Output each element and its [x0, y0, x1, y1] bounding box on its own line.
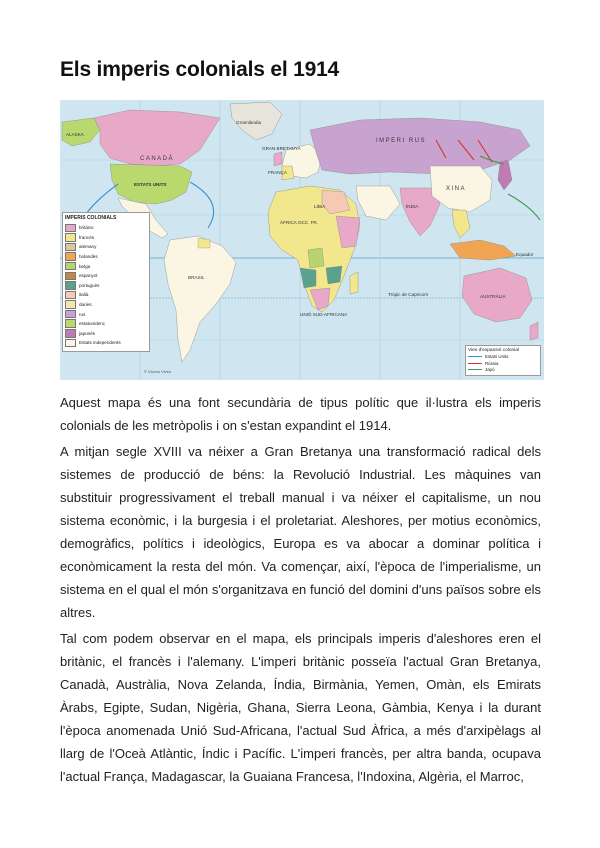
legend-item [65, 300, 147, 310]
route-arrow-icon [468, 369, 482, 370]
legend-swatch [65, 319, 76, 328]
routes-legend-title: Vies d'expansió colonial [468, 347, 519, 353]
label-australia: AUSTRÀLIA [480, 294, 506, 299]
legend-label: italià [79, 292, 89, 298]
label-brasil: BRASIL [188, 275, 205, 280]
legend-item [65, 329, 147, 339]
label-libia: LÍBIA [314, 204, 326, 209]
legend-item [65, 252, 147, 262]
legend-item [65, 290, 147, 300]
legend-item [65, 261, 147, 271]
legend-swatch [65, 291, 76, 300]
label-equador: Equador [516, 252, 534, 257]
legend-label: belga [79, 263, 91, 269]
legend-swatch [65, 272, 76, 281]
route-arrow-icon [468, 356, 482, 357]
route-label: Rússia [485, 360, 499, 366]
legend-label: portuguès [79, 282, 100, 288]
legend-item [65, 271, 147, 281]
legend-item [65, 338, 147, 348]
legend-item [65, 233, 147, 243]
colonial-empires-map [60, 100, 544, 380]
legend-item [65, 223, 147, 233]
legend-label: japonès [79, 330, 96, 336]
legend-label: estatunidenc [79, 321, 106, 327]
label-canada: CANADÀ [140, 156, 175, 162]
legend-label: alemany [79, 244, 97, 250]
legend-swatch [65, 310, 76, 319]
legend-swatch [65, 262, 76, 271]
legend-label: Estats independents [79, 340, 121, 346]
legend-label: francès [79, 234, 95, 240]
label-xina: XINA [446, 186, 467, 192]
route-label: Japó [485, 367, 495, 373]
legend-label: britànic [79, 225, 94, 231]
legend-item [65, 281, 147, 291]
legend-swatch [65, 233, 76, 242]
legend-swatch [65, 224, 76, 233]
legend-label: danès [79, 302, 92, 308]
label-india: ÍNDIA [406, 204, 419, 209]
legend-swatch [65, 281, 76, 290]
page-title: Els imperis colonials el 1914 [60, 58, 340, 81]
legend-swatch [65, 329, 76, 338]
legend-swatch [65, 252, 76, 261]
map-credit: © Vicens Vives [144, 369, 171, 374]
label-franca: FRANÇA [268, 170, 287, 175]
paragraph-3: Tal com podem observar en el mapa, els principals imperis d'aleshores eren el britànic, el francès i l'alemany. L'imperi britànic posseïa l'actual Gran Bretanya, Canadà, Austràlia, Nova Zelanda, Índia, Birmània, Yemen, Omàn, els Emirats Àrabs, Egipte, Sudan, Nigèria, Ghana, Sierra Leona, Gàmbia, Kenya i la durant l'època anomenada Unió Sud-Africana, l'actual Sud Àfrica, a més d'arxipèlags al llarg de l'Oceà Atlàntic, Índic i Pacífic. L'imperi francès, per altra banda, ocupava l'actual França, Madagascar, la Guaiana Francesa, l'Indoxina, Algèria, el Marroc, [60, 631, 541, 784]
legend-title: IMPERIS COLONIALS [65, 215, 117, 221]
label-sud-africa: UNIÓ SUD-AFRICANA [300, 312, 348, 317]
label-alaska: ALASKA [66, 132, 84, 137]
legend-label: rus [79, 311, 86, 317]
legend-swatch [65, 243, 76, 252]
paragraph-2: A mitjan segle XVIII va néixer a Gran Bretanya una transformació radical dels sistemes de producció de béns: la Revolució Industrial. Les màquines van substituir progressivament el treball manual i va néixer el capitalisme, un nou sistema econòmic, i la burgesia i el proletariat. Aleshores, per motius econòmics, demogràfics, polítics i ideològics, Europa es va abocar a dominar política i econòmicament la resta del món. Va començar, així, l'època de l'imperialisme, un sistema en el qual el món s'organitzava en funció del domini d'uns països sobre els altres. [60, 444, 541, 620]
legend-item [65, 242, 147, 252]
label-groenlandia: Groenlàndia [236, 120, 262, 125]
legend-label: espanyol [79, 273, 98, 279]
route-arrow-icon [468, 363, 482, 364]
legend-item [65, 319, 147, 329]
label-usa: ESTATS UNITS [134, 182, 167, 187]
routes-legend [465, 345, 541, 377]
legend-item [65, 309, 147, 319]
route-label: Estats Units [485, 354, 509, 360]
map-legend [62, 212, 150, 352]
legend-swatch [65, 339, 76, 348]
legend-label: holandès [79, 254, 98, 260]
label-africa-occidental: ÀFRICA OCC. FR. [280, 220, 319, 225]
route-item [468, 367, 538, 374]
label-russia: IMPERI RUS [376, 138, 427, 144]
legend-swatch [65, 300, 76, 309]
paragraph-1: Aquest mapa és una font secundària de tipus polític que il·lustra els imperis colonials de les metròpolis i on s'estan expandint el 1914. [60, 395, 541, 433]
label-tropic-capricorn: Tròpic de Capricorn [388, 292, 429, 297]
label-gran-bretanya: GRAN BRETANYA [262, 146, 301, 151]
